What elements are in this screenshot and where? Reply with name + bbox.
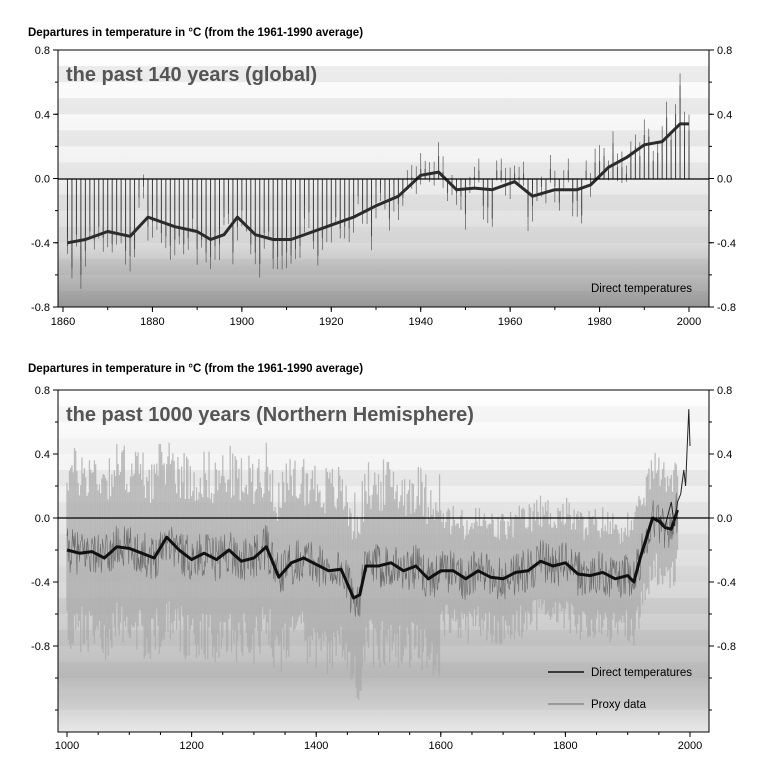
y-tick-label-left: 0.4 xyxy=(34,109,50,122)
panel-nh xyxy=(28,363,736,752)
x-tick-label: 1400 xyxy=(303,740,329,752)
y-tick-label-left: -0.8 xyxy=(31,302,50,314)
x-tick-label: 1600 xyxy=(428,740,454,752)
legend-direct-temperatures: Direct temperatures xyxy=(591,667,692,679)
legend-proxy-data: Proxy data xyxy=(591,699,646,711)
background-band xyxy=(58,130,709,146)
background-band xyxy=(58,227,709,243)
x-tick-label: 1980 xyxy=(587,316,612,328)
y-tick-label-left: -0.4 xyxy=(31,577,50,589)
legend-direct-temperatures: Direct temperatures xyxy=(591,283,692,295)
y-tick-label-right: 0.0 xyxy=(717,173,733,186)
y-tick-label-left: 0.0 xyxy=(34,173,50,186)
y-tick-label-left: 0.8 xyxy=(34,385,50,397)
y-tick-label-right: -0.8 xyxy=(717,302,736,314)
background-band xyxy=(58,259,709,275)
x-tick-label: 1000 xyxy=(54,740,80,752)
x-tick-label: 2000 xyxy=(677,740,703,752)
panel-title: the past 140 years (global) xyxy=(66,64,318,86)
y-axis-label: Departures in temperature in °C (from the 1961-1990 average) xyxy=(28,27,364,39)
x-tick-label: 1920 xyxy=(319,316,344,328)
x-tick-label: 2000 xyxy=(676,316,702,328)
x-tick-label: 1940 xyxy=(408,316,433,328)
y-axis-label: Departures in temperature in °C (from the 1961-1990 average) xyxy=(28,363,364,375)
y-tick-label-left: 0.4 xyxy=(34,449,50,461)
y-tick-label-right: 0.8 xyxy=(717,45,733,57)
y-tick-label-right: -0.8 xyxy=(717,641,736,653)
y-tick-label-left: 0.0 xyxy=(34,513,50,525)
y-tick-label-left: -0.4 xyxy=(31,237,50,250)
x-tick-label: 1900 xyxy=(229,316,255,328)
x-tick-label: 1860 xyxy=(50,316,76,328)
background-band xyxy=(58,438,709,454)
x-tick-label: 1800 xyxy=(553,740,578,752)
y-tick-label-left: 0.8 xyxy=(34,45,50,57)
y-tick-label-right: 0.4 xyxy=(717,449,733,461)
x-tick-label: 1880 xyxy=(140,316,165,328)
panel-global xyxy=(28,27,736,328)
x-tick-label: 1200 xyxy=(179,740,204,752)
y-tick-label-right: 0.0 xyxy=(717,513,733,525)
y-tick-label-left: -0.8 xyxy=(31,641,50,653)
x-tick-label: 1960 xyxy=(497,316,523,328)
panel-title: the past 1000 years (Northern Hemisphere) xyxy=(66,404,474,426)
y-tick-label-right: -0.4 xyxy=(717,237,736,250)
y-tick-label-right: -0.4 xyxy=(717,577,736,589)
y-tick-label-right: 0.8 xyxy=(717,385,733,397)
background-band xyxy=(58,98,709,114)
y-tick-label-right: 0.4 xyxy=(717,109,733,122)
